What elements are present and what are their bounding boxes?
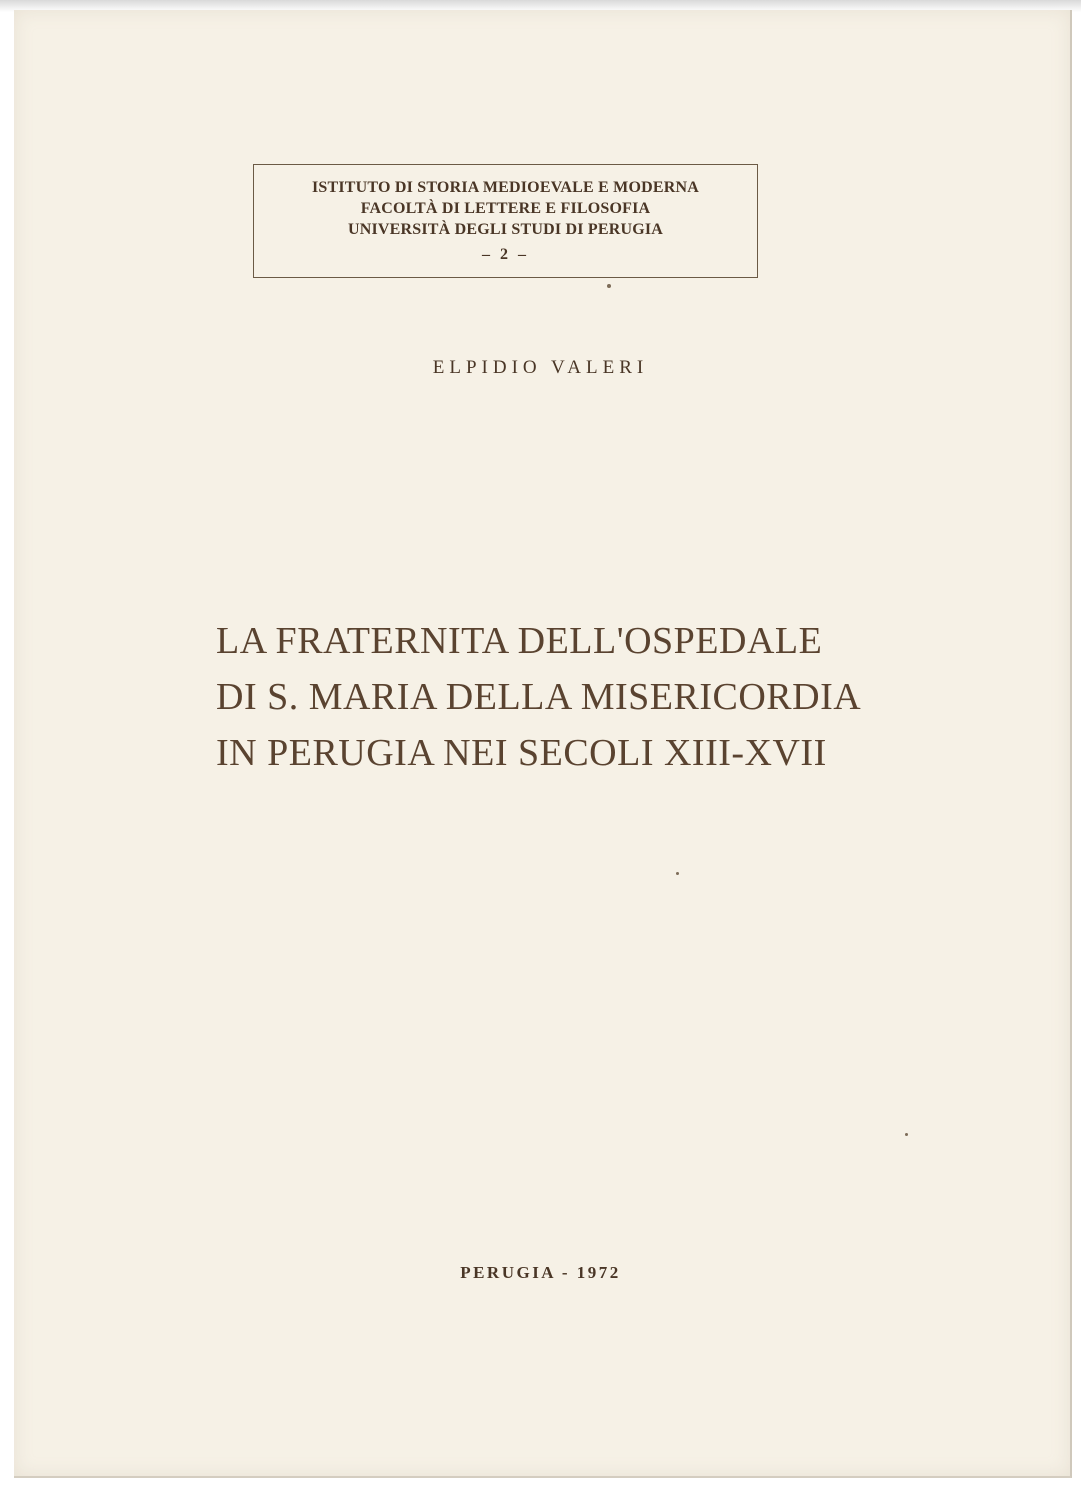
series-line-institute: ISTITUTO DI STORIA MEDIOEVALE E MODERNA	[311, 179, 699, 196]
title-line-2: DI S. MARIA DELLA MISERICORDIA	[216, 676, 862, 718]
paper-speck	[607, 284, 611, 288]
author-name: ELPIDIO VALERI	[432, 357, 649, 378]
book-title	[216, 613, 862, 781]
series-line-faculty: FACOLTÀ DI LETTERE E FILOSOFIA	[360, 200, 651, 217]
series-number: – 2 –	[482, 246, 529, 263]
paper-speck	[676, 872, 679, 875]
series-line-university: UNIVERSITÀ DEGLI STUDI DI PERUGIA	[347, 221, 664, 238]
paper-speck	[905, 1133, 908, 1136]
imprint: PERUGIA - 1972	[460, 1263, 621, 1282]
title-line-1: LA FRATERNITA DELL'OSPEDALE	[216, 620, 823, 662]
title-line-3: IN PERUGIA NEI SECOLI XIII-XVII	[216, 732, 827, 774]
series-box	[253, 164, 758, 278]
